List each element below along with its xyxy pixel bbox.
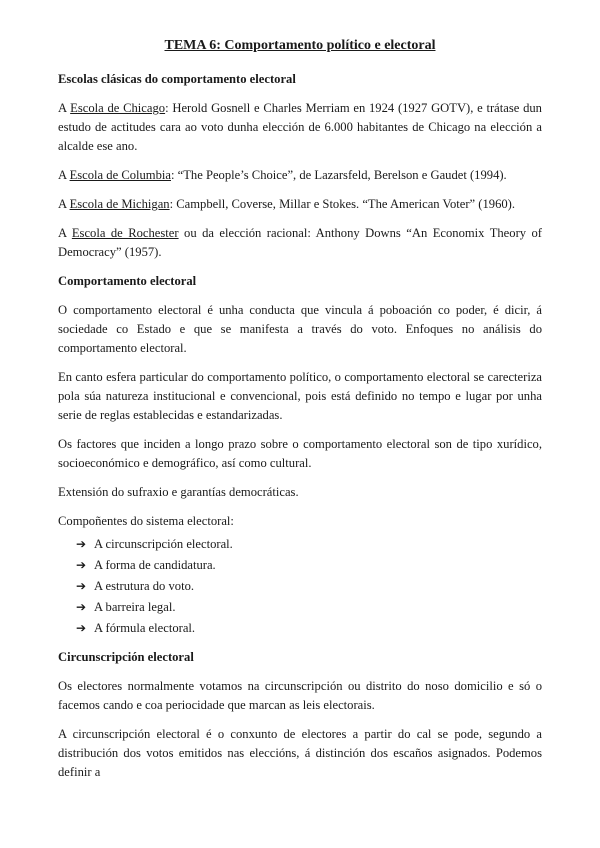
paragraph-michigan bbox=[58, 195, 542, 214]
text-prefix: A bbox=[58, 226, 72, 240]
paragraph: Os factores que inciden a longo prazo sobre o comportamento electoral son de tipo xurídico, socioeconómico e demográfico, así como cultural. bbox=[58, 437, 542, 470]
paragraph: En canto esfera particular do comportamento político, o comportamento electoral se carecteriza pola súa natureza institucional e convencional, pois está definido no tempo e lugar por unha serie de reglas establecidas e estandarizadas. bbox=[58, 370, 542, 422]
list-item-text: A estrutura do voto. bbox=[94, 579, 195, 593]
list-item bbox=[76, 535, 542, 554]
arrow-right-icon: ➔ bbox=[76, 537, 87, 551]
arrow-right-icon: ➔ bbox=[76, 579, 87, 593]
components-list bbox=[58, 535, 542, 638]
paragraph: O comportamento electoral é unha conducta que vincula á poboación co poder, é dicir, á sociedade co Estado e que se manifesta a través do voto. Enfoques no análisis do comportamento electoral. bbox=[58, 303, 542, 355]
term-rochester-school: Escola de Rochester bbox=[71, 226, 179, 240]
paragraph-chicago bbox=[58, 99, 542, 156]
section-heading-electoral-behaviour: Comportamento electoral bbox=[58, 274, 197, 288]
paragraph-rochester bbox=[58, 224, 542, 262]
text-body: : Herold Gosnell e Charles Merriam en 1924 (1927 GOTV), e trátase dun estudo de actitudes cara ao voto dunha elección de 6.000 habitantes de Chicago na elección a alcalde ese ano. bbox=[58, 101, 542, 153]
list-item-text: A fórmula electoral. bbox=[94, 621, 196, 635]
arrow-right-icon: ➔ bbox=[76, 621, 87, 635]
text-body: : “The People’s Choice”, de Lazarsfeld, Berelson e Gaudet (1994). bbox=[171, 168, 507, 182]
list-item bbox=[76, 556, 542, 575]
list-item bbox=[76, 577, 542, 596]
paragraph-columbia bbox=[58, 166, 542, 185]
list-item-text: A circunscripción electoral. bbox=[94, 537, 233, 551]
paragraph: Extensión do sufraxio e garantías democráticas. bbox=[58, 485, 299, 499]
paragraph: A circunscripción electoral é o conxunto de electores a partir do cal se pode, segundo a distribución dos votos emitidos nas eleccións, á distinción dos escaños asignados. Podemos definir a bbox=[58, 727, 542, 779]
section-heading-circumscription: Circunscripción electoral bbox=[58, 650, 194, 664]
text-body: : Campbell, Coverse, Millar e Stokes. “The American Voter” (1960). bbox=[169, 197, 516, 211]
term-chicago-school: Escola de Chicago bbox=[70, 101, 166, 115]
page-title: TEMA 6: Comportamento político e electoral bbox=[164, 38, 436, 53]
section-heading-classic-schools: Escolas clásicas do comportamento electoral bbox=[58, 72, 296, 86]
text-prefix: A bbox=[58, 101, 71, 115]
arrow-right-icon: ➔ bbox=[76, 600, 87, 614]
term-columbia-school: Escola de Columbia bbox=[69, 168, 171, 182]
list-item bbox=[76, 619, 542, 638]
paragraph: Os electores normalmente votamos na circunscripción ou distrito do noso domicilio e só o facemos cando e coa periocidade que marcan as leis electorais. bbox=[58, 679, 542, 712]
list-item-text: A forma de candidatura. bbox=[94, 558, 216, 572]
term-michigan-school: Escola de Michigan bbox=[69, 197, 170, 211]
arrow-right-icon: ➔ bbox=[76, 558, 87, 572]
text-prefix: A bbox=[58, 197, 70, 211]
text-body: ou da elección racional: Anthony Downs “An Economix Theory of Democracy” (1957). bbox=[58, 226, 542, 259]
list-intro: Compoñentes do sistema electoral: bbox=[58, 514, 234, 528]
list-item-text: A barreira legal. bbox=[94, 600, 176, 614]
list-item bbox=[76, 598, 542, 617]
text-prefix: A bbox=[58, 168, 70, 182]
